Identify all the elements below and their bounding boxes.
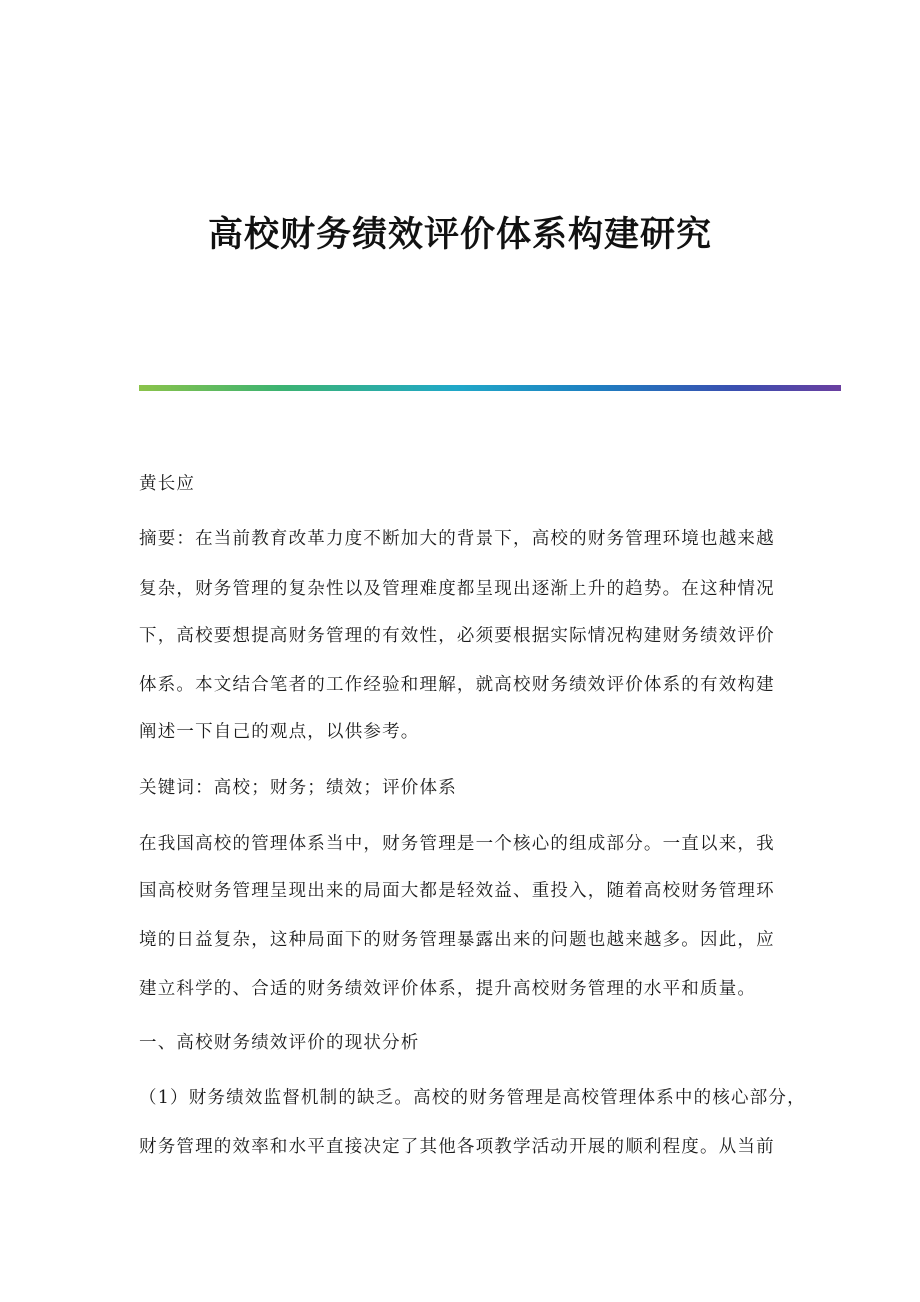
section-heading: 一、高校财务绩效评价的现状分析 — [139, 1033, 420, 1053]
abstract-line: 摘要：在当前教育改革力度不断加大的背景下，高校的财务管理环境也越来越 — [139, 529, 775, 549]
section-body-line: 财务管理的效率和水平直接决定了其他各项教学活动开展的顺利程度。从当前 — [139, 1137, 775, 1157]
intro-line: 国高校财务管理呈现出来的局面大都是轻效益、重投入，随着高校财务管理环 — [139, 881, 775, 901]
keywords-line: 关键词：高校；财务；绩效；评价体系 — [139, 778, 457, 798]
intro-line: 境的日益复杂，这种局面下的财务管理暴露出来的问题也越来越多。因此，应 — [139, 930, 775, 950]
title-divider — [139, 385, 841, 391]
intro-line: 在我国高校的管理体系当中，财务管理是一个核心的组成部分。一直以来，我 — [139, 834, 775, 854]
abstract-line: 下，高校要想提高财务管理的有效性，必须要根据实际情况构建财务绩效评价 — [139, 626, 775, 646]
intro-line: 建立科学的、合适的财务绩效评价体系，提升高校财务管理的水平和质量。 — [139, 979, 757, 999]
abstract-line: 体系。本文结合笔者的工作经验和理解，就高校财务绩效评价体系的有效构建 — [139, 675, 775, 695]
document-title: 高校财务绩效评价体系构建研究 — [207, 214, 712, 255]
abstract-line: 复杂，财务管理的复杂性以及管理难度都呈现出逐渐上升的趋势。在这种情况 — [139, 579, 775, 599]
abstract-line: 阐述一下自己的观点，以供参考。 — [139, 722, 420, 742]
author-name: 黄长应 — [139, 474, 196, 494]
section-body-line: （1）财务绩效监督机制的缺乏。高校的财务管理是高校管理体系中的核心部分， — [139, 1088, 806, 1108]
